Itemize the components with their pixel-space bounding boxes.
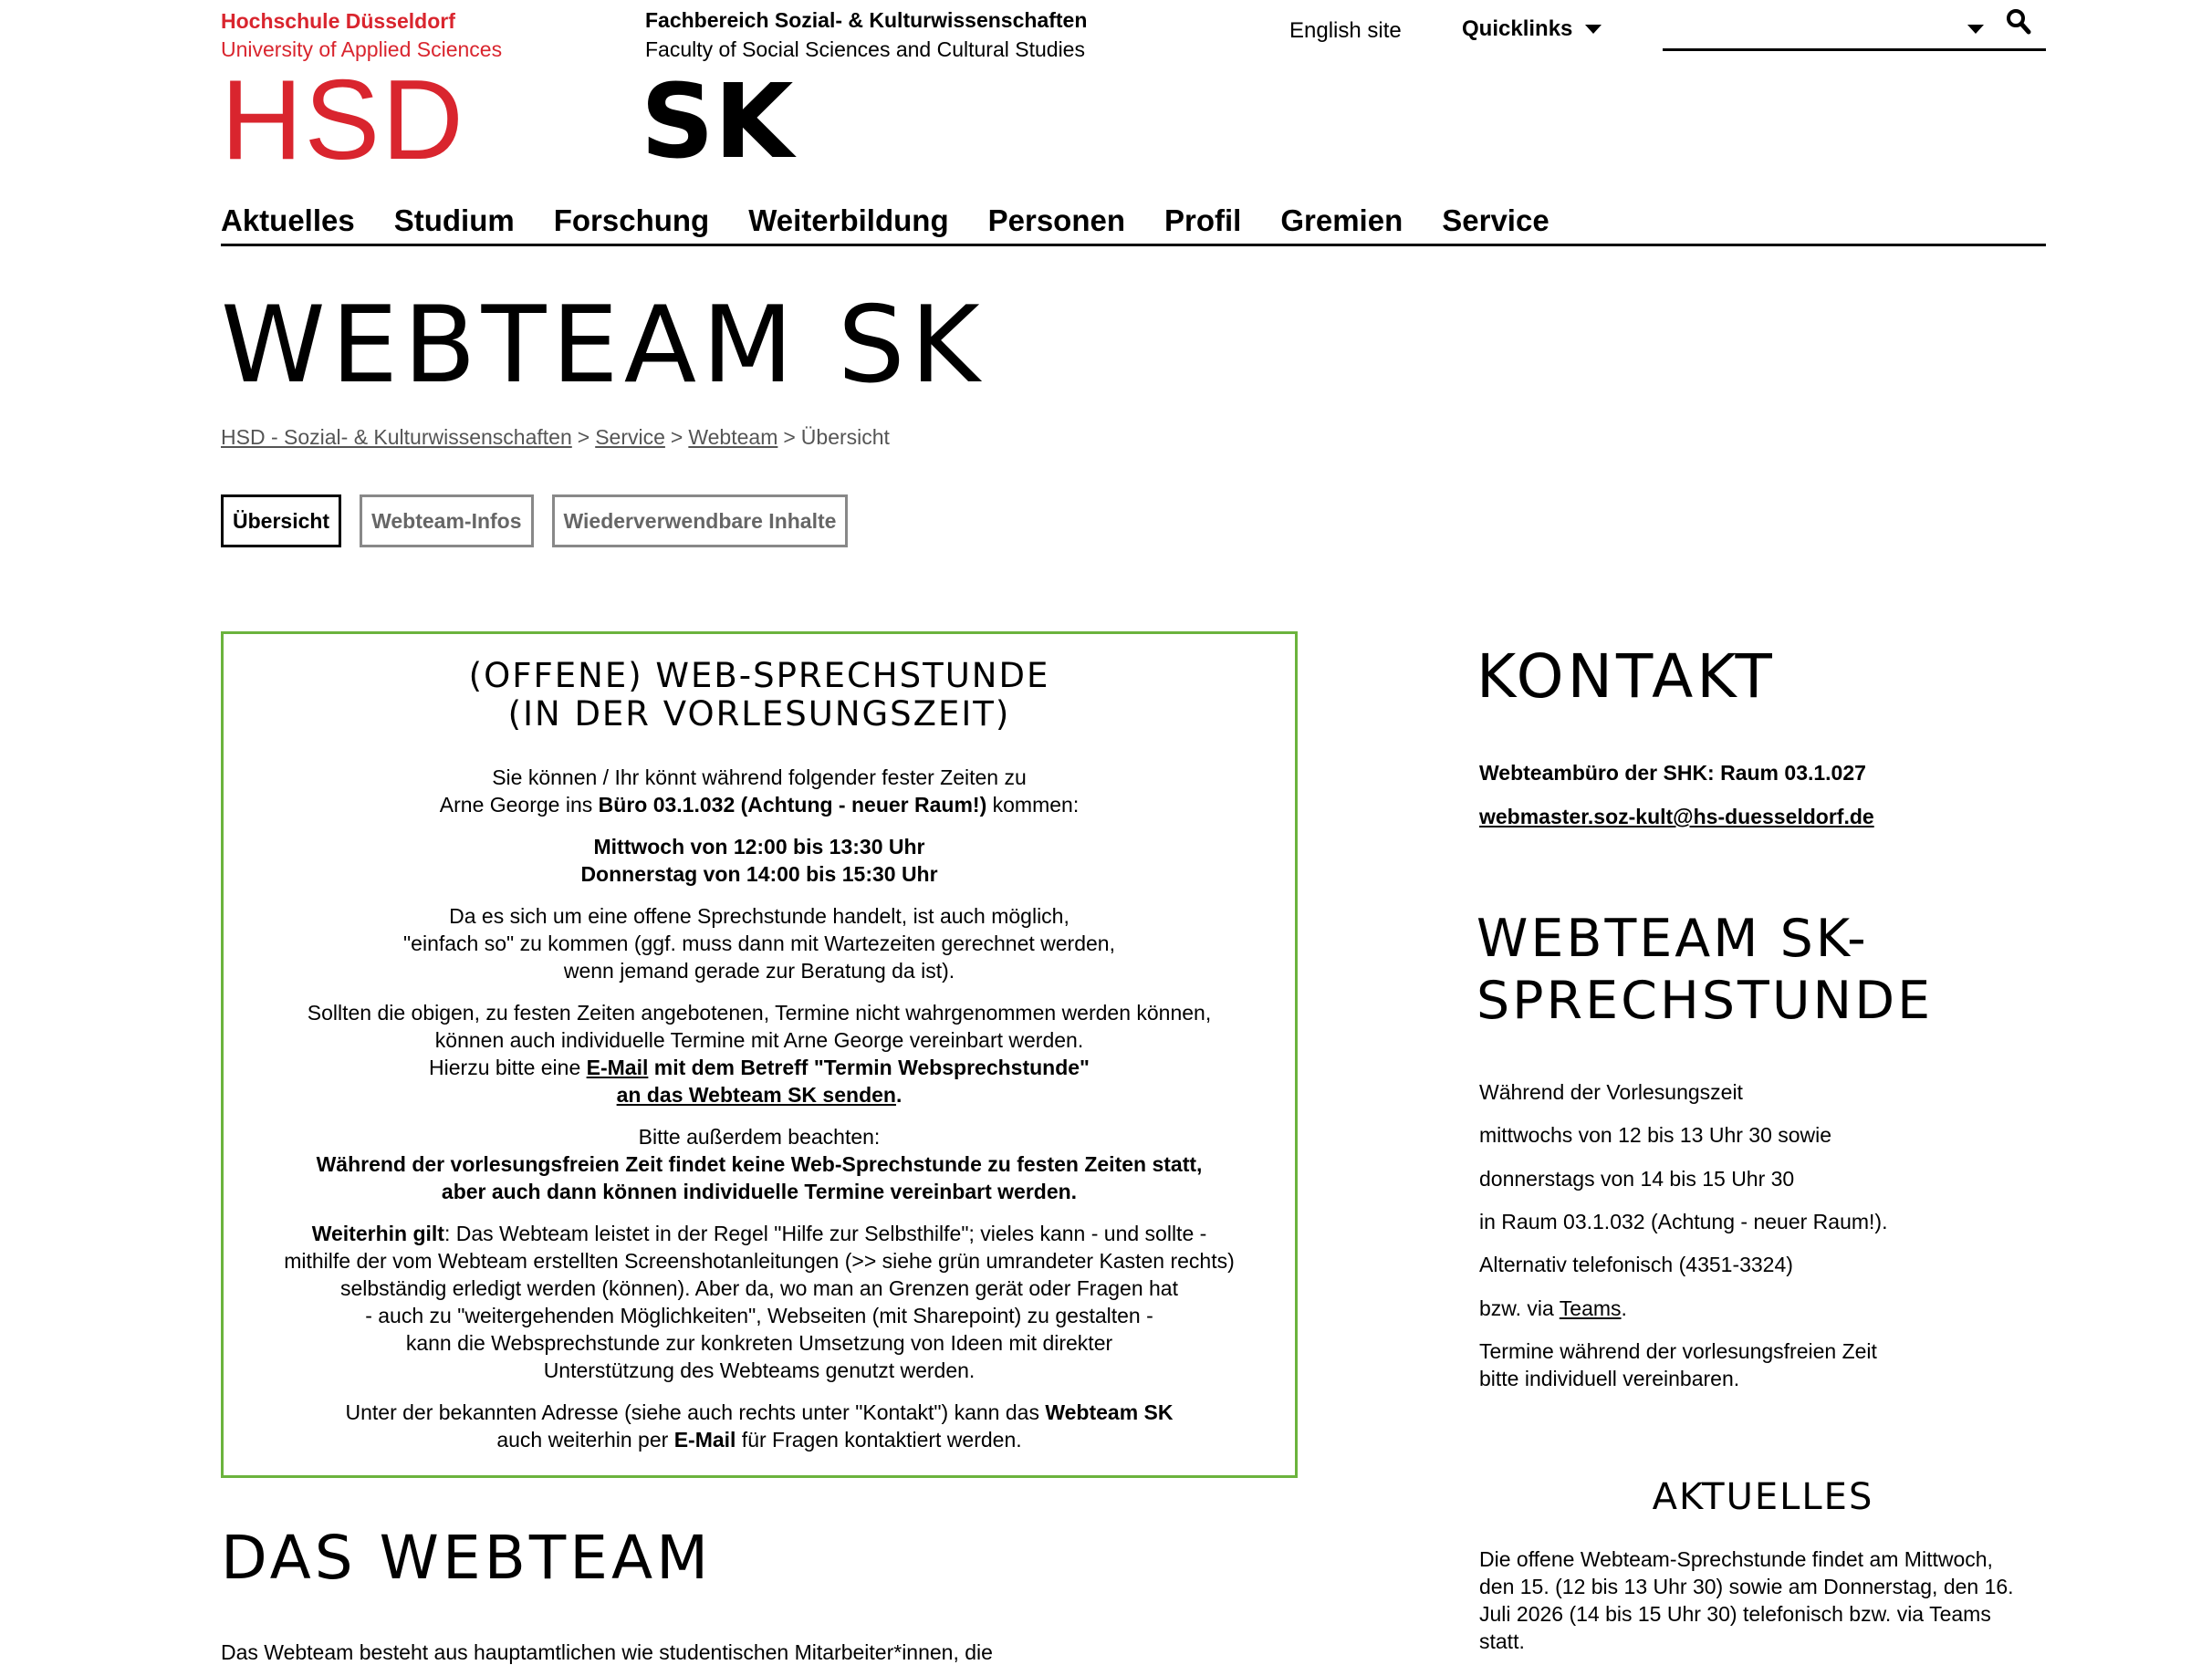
aktuelles-line: den 15. (12 bis 13 Uhr 30) sowie am Donnerstag, den 16. bbox=[1479, 1575, 2014, 1598]
sprechstunde-heading-line-1: WEBTEAM SK- bbox=[1476, 909, 1869, 969]
sprech-info: donnerstags von 14 bis 15 Uhr 30 bbox=[1479, 1167, 1795, 1191]
kontakt-heading bbox=[1476, 637, 1842, 710]
sprech-info-text: . bbox=[1621, 1296, 1627, 1320]
hsd-logo[interactable] bbox=[221, 57, 465, 183]
chevron-down-icon bbox=[1585, 25, 1602, 34]
box-text: Unterstützung des Webteams genutzt werden. bbox=[543, 1358, 976, 1382]
section-intro-text: Das Webteam besteht aus hauptamtlichen wie studentischen Mitarbeiter*innen, die bbox=[221, 1640, 993, 1664]
box-text: Da es sich um eine offene Sprechstunde handelt, ist auch möglich, bbox=[449, 904, 1069, 928]
sprechstunde-box bbox=[221, 631, 1298, 1478]
page-title bbox=[221, 284, 1042, 407]
tab-wiederverwendbare-inhalte[interactable]: Wiederverwendbare Inhalte bbox=[552, 494, 849, 547]
box-text: Arne George ins bbox=[439, 793, 599, 817]
box-paragraph bbox=[251, 1220, 1268, 1384]
box-text: Bitte außerdem beachten: bbox=[638, 1125, 881, 1149]
box-text: kommen: bbox=[986, 793, 1080, 817]
tab-webteam-infos[interactable]: Webteam-Infos bbox=[360, 494, 533, 547]
box-times bbox=[251, 833, 1268, 888]
breadcrumb bbox=[221, 425, 890, 450]
nav-gremien[interactable]: Gremien bbox=[1280, 203, 1403, 237]
box-paragraph bbox=[251, 1123, 1268, 1205]
box-text: kann die Websprechstunde zur konkreten Umsetzung von Ideen mit direkter bbox=[405, 1331, 1113, 1355]
faculty-subtitle: Faculty of Social Sciences and Cultural Studies bbox=[645, 37, 1085, 61]
main-navigation bbox=[221, 199, 2046, 246]
search-input[interactable] bbox=[1663, 11, 1955, 44]
university-name: Hochschule Düsseldorf bbox=[221, 9, 455, 33]
tab-uebersicht[interactable]: Übersicht bbox=[221, 494, 341, 547]
sprechstunde-heading-line-2: SPRECHSTUNDE bbox=[1476, 971, 1934, 1031]
search-icon[interactable] bbox=[2004, 7, 2033, 36]
box-title-line-1: (OFFENE) WEB-SPRECHSTUNDE bbox=[468, 656, 1050, 695]
breadcrumb-separator: > bbox=[670, 425, 683, 449]
box-text: - auch zu "weitergehenden Möglichkeiten", Webseiten (mit Sharepoint) zu gestalten - bbox=[365, 1304, 1153, 1327]
hsd-logo-text: HSD bbox=[221, 57, 465, 183]
box-text: wenn jemand gerade zur Beratung da ist). bbox=[563, 959, 955, 983]
box-text: mithilfe der vom Webteam erstellten Screenshotanleitungen (>> siehe grün umrandeter Kasten rechts) bbox=[284, 1249, 1235, 1273]
sprechstunde-heading bbox=[1476, 901, 1988, 1029]
box-text: Unter der bekannten Adresse (siehe auch rechts unter "Kontakt") kann das bbox=[345, 1400, 1046, 1424]
aktuelles-line: statt. bbox=[1479, 1629, 1525, 1653]
breadcrumb-webteam[interactable]: Webteam bbox=[688, 425, 778, 449]
box-text: auch weiterhin per bbox=[496, 1428, 674, 1452]
box-text: selbständig erledigt werden (können). Aber da, wo man an Grenzen gerät oder Fragen hat bbox=[339, 1276, 1178, 1300]
quicklinks-label: Quicklinks bbox=[1462, 16, 1573, 41]
teams-link[interactable]: Teams bbox=[1559, 1296, 1622, 1320]
page-title-text: WEBTEAM SK bbox=[221, 284, 986, 407]
search-bar bbox=[1663, 4, 2046, 51]
sprech-info-text: bzw. via bbox=[1479, 1296, 1560, 1320]
breadcrumb-separator: > bbox=[783, 425, 796, 449]
nav-weiterbildung[interactable]: Weiterbildung bbox=[748, 203, 949, 237]
box-text: für Fragen kontaktiert werden. bbox=[736, 1428, 1022, 1452]
webmaster-email-link[interactable]: webmaster.soz-kult@hs-duesseldorf.de bbox=[1479, 805, 1874, 828]
box-text: aber auch dann können individuelle Termine vereinbart werden. bbox=[441, 1180, 1078, 1203]
english-site-link[interactable]: English site bbox=[1289, 18, 1402, 43]
box-text: Weiterhin gilt bbox=[311, 1222, 444, 1245]
sk-logo[interactable] bbox=[641, 63, 794, 182]
box-text: können auch individuelle Termine mit Arne George vereinbart werden. bbox=[434, 1028, 1084, 1052]
aktuelles-line: Juli 2026 (14 bis 15 Uhr 30) telefonisch bzw. via Teams bbox=[1479, 1602, 1991, 1626]
kontakt-heading-text: KONTAKT bbox=[1476, 641, 1776, 712]
breadcrumb-home[interactable]: HSD - Sozial- & Kulturwissenschaften bbox=[221, 425, 572, 449]
box-text: "einfach so" zu kommen (ggf. muss dann mit Wartezeiten gerechnet werden, bbox=[403, 931, 1115, 955]
nav-aktuelles[interactable]: Aktuelles bbox=[221, 203, 355, 237]
section-title-webteam bbox=[221, 1518, 768, 1591]
box-text: : Das Webteam leistet in der Regel "Hilfe zur Selbsthilfe"; vieles kann - und sollte - bbox=[443, 1222, 1207, 1245]
send-to-webteam-link[interactable]: an das Webteam SK senden bbox=[616, 1083, 896, 1107]
faculty-branding bbox=[645, 5, 1087, 64]
sprech-info: in Raum 03.1.032 (Achtung - neuer Raum!). bbox=[1479, 1210, 1888, 1233]
time-wednesday: Mittwoch von 12:00 bis 13:30 Uhr bbox=[593, 835, 925, 859]
box-title-line-2: (IN DER VORLESUNGSZEIT) bbox=[507, 694, 1011, 734]
faculty-name: Fachbereich Sozial- & Kulturwissenschaften bbox=[645, 8, 1088, 32]
university-branding bbox=[221, 7, 502, 64]
box-paragraph bbox=[251, 764, 1268, 818]
sprech-info: Alternativ telefonisch (4351-3324) bbox=[1479, 1253, 1793, 1276]
nav-service[interactable]: Service bbox=[1442, 203, 1549, 237]
box-paragraph bbox=[251, 902, 1268, 984]
box-text: Sollten die obigen, zu festen Zeiten angebotenen, Termine nicht wahrgenommen werden können, bbox=[307, 1001, 1212, 1025]
box-room: Büro 03.1.032 (Achtung - neuer Raum!) bbox=[598, 793, 987, 817]
sprech-info bbox=[1479, 1295, 1627, 1322]
box-paragraph bbox=[251, 1399, 1268, 1453]
aktuelles-line: Die offene Webteam-Sprechstunde findet am Mittwoch, bbox=[1479, 1547, 1993, 1571]
section-title-text: DAS WEBTEAM bbox=[221, 1523, 713, 1593]
subtabs bbox=[221, 494, 848, 547]
sk-logo-text: SK bbox=[641, 63, 794, 182]
time-thursday: Donnerstag von 14:00 bis 15:30 Uhr bbox=[580, 862, 938, 886]
sprech-info-text: bitte individuell vereinbaren. bbox=[1479, 1367, 1740, 1390]
box-text: E-Mail bbox=[673, 1428, 736, 1452]
box-text: Während der vorlesungsfreien Zeit findet keine Web-Sprechstunde zu festen Zeiten statt, bbox=[316, 1152, 1203, 1176]
breadcrumb-service[interactable]: Service bbox=[595, 425, 665, 449]
box-text: Hierzu bitte eine bbox=[429, 1056, 587, 1079]
box-paragraph bbox=[251, 999, 1268, 1108]
aktuelles-text bbox=[1479, 1545, 2045, 1655]
sprech-info-text: Termine während der vorlesungsfreien Zeit bbox=[1479, 1339, 1877, 1363]
box-text: mit dem Betreff "Termin Websprechstunde" bbox=[648, 1056, 1090, 1079]
search-dropdown-icon[interactable] bbox=[1967, 25, 1984, 34]
sprech-info bbox=[1479, 1337, 1877, 1392]
aktuelles-heading-text: AKTUELLES bbox=[1652, 1476, 1874, 1518]
nav-profil[interactable]: Profil bbox=[1164, 203, 1242, 237]
breadcrumb-current: Übersicht bbox=[800, 425, 890, 449]
sprech-info: Während der Vorlesungszeit bbox=[1479, 1080, 1743, 1104]
nav-forschung[interactable]: Forschung bbox=[553, 203, 710, 237]
sprech-info: mittwochs von 12 bis 13 Uhr 30 sowie bbox=[1479, 1123, 1832, 1147]
university-subtitle: University of Applied Sciences bbox=[221, 37, 503, 61]
box-text: Sie können / Ihr könnt während folgender fester Zeiten zu bbox=[492, 765, 1027, 789]
box-text: Webteam SK bbox=[1045, 1400, 1174, 1424]
email-link[interactable]: E-Mail bbox=[586, 1056, 649, 1079]
quicklinks-menu[interactable] bbox=[1462, 16, 1602, 42]
box-title bbox=[251, 652, 1268, 736]
nav-personen[interactable]: Personen bbox=[987, 203, 1125, 237]
nav-studium[interactable]: Studium bbox=[393, 203, 515, 237]
breadcrumb-separator: > bbox=[577, 425, 590, 449]
aktuelles-heading bbox=[1654, 1471, 1873, 1516]
office-room: Webteambüro der SHK: Raum 03.1.027 bbox=[1479, 761, 1866, 785]
box-text: . bbox=[895, 1083, 903, 1107]
